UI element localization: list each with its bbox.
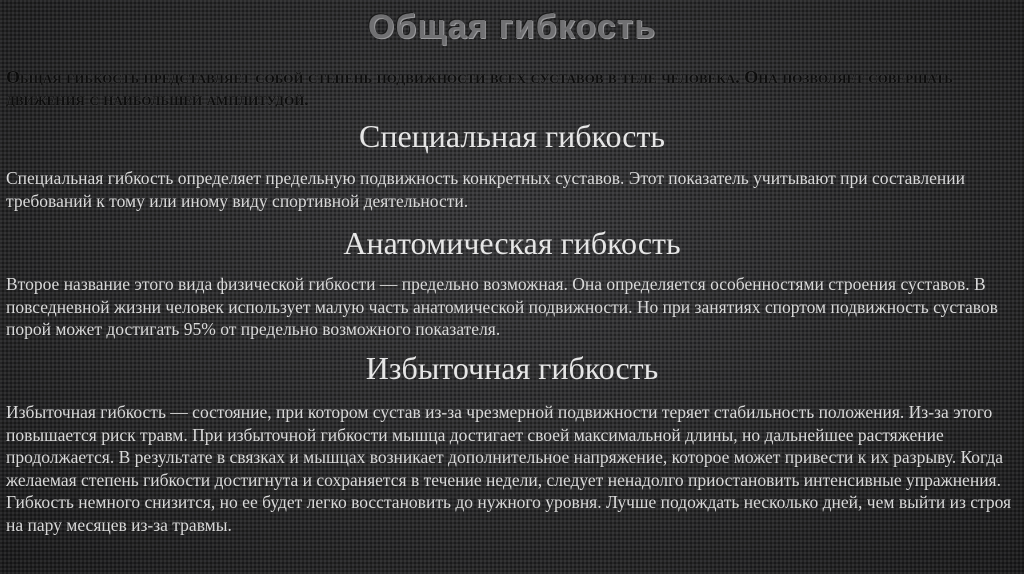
excess-flexibility-heading: Избыточная гибкость bbox=[365, 350, 659, 386]
excess-flexibility-text: Избыточная гибкость — состояние, при котором сустав из-за чрезмерной подвижности теряет стабильность положения. Из-за этого повышается риск травм. При избыточной гибкости мышца достигает своей максимальной длины, но дальнейшее растяжение продолжается. В результате в связках и мышцах возникает дополнительное напряжение, которое может привести к их разрыву. Когда желаемая степень гибкости достигнута и сохраняется в течение недели, следует ненадолго приостановить интенсивные упражнения. Гибкость немного снизится, но ее будет легко восстановить до нужного уровня. Лучше подождать несколько дней, чем выйти из строя на пару месяцев из-за травмы. bbox=[6, 402, 1012, 535]
anatomical-flexibility-text: Второе название этого вида физической гибкости — предельно возможная. Она определяется особенностями строения суставов. В повседневной жизни человек использует малую часть анатомической подвижности. Но при занятиях спортом подвижность суставов порой может достигать 95% от предельно возможного показателя. bbox=[6, 274, 998, 339]
slide-title: Общая гибкость bbox=[367, 8, 657, 46]
special-flexibility-heading: Специальная гибкость bbox=[358, 118, 666, 154]
special-flexibility-text: Специальная гибкость определяет предельную подвижность конкретных суставов. Этот показатель учитывают при составлении требований к тому или иному виду спортивной деятельности. bbox=[6, 168, 965, 211]
intro-text: Общая гибкость представляет собой степень подвижности всех суставов в теле человека. Она позволяет совершать движения с наибольшей амплитудой. bbox=[6, 67, 953, 109]
anatomical-flexibility-heading: Анатомическая гибкость bbox=[343, 225, 681, 261]
